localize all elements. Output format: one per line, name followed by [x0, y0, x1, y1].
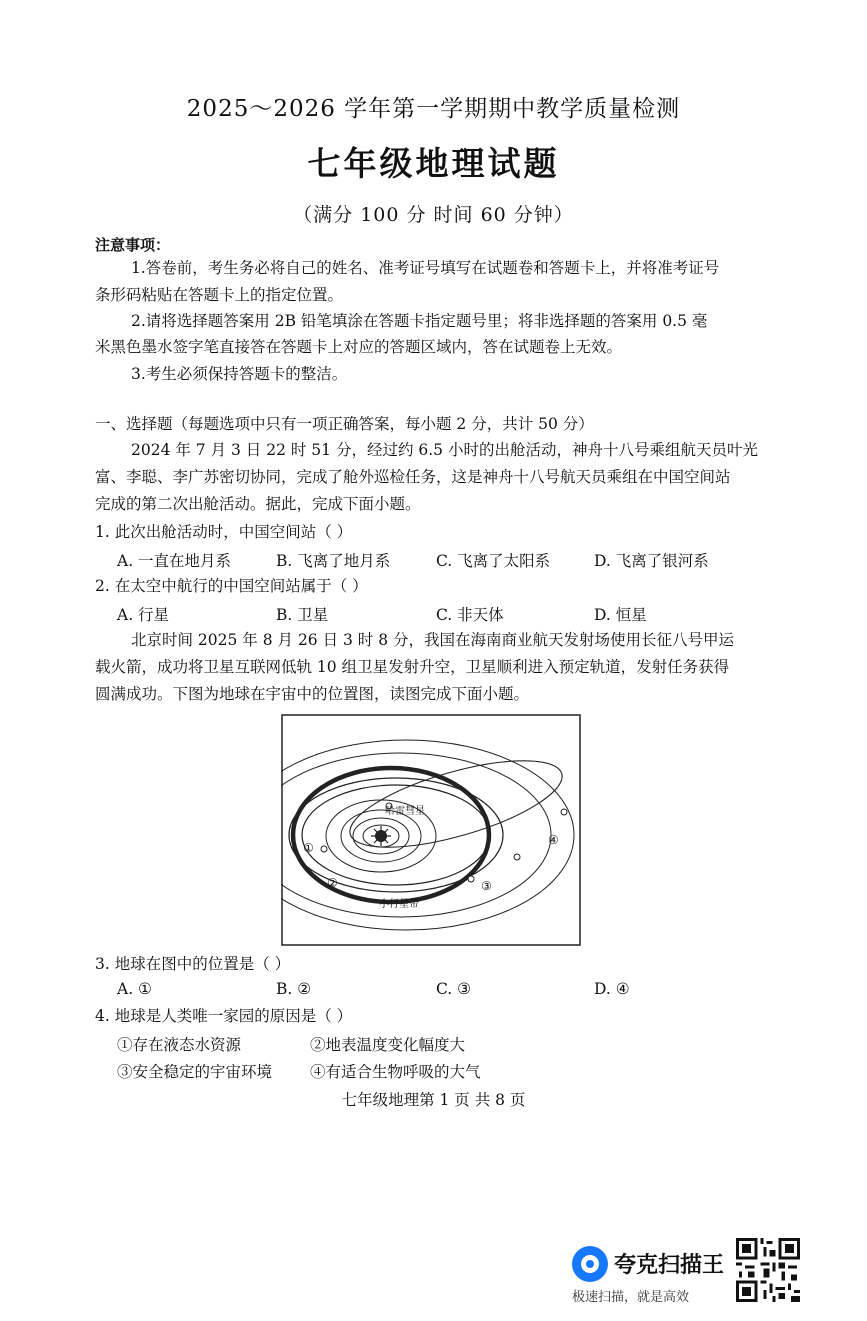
planet-marker: [514, 854, 520, 860]
question-stem: 3. 地球在图中的位置是（ ）: [95, 955, 291, 973]
planet-marker: [321, 846, 327, 852]
notice-line: 2.请将选择题答案用 2B 铅笔填涂在答题卡指定题号里；将非选择题的答案用 0.5 毫: [131, 312, 708, 330]
question-stem: 1. 此次出舱活动时，中国空间站（ ）: [95, 523, 353, 541]
statement-item: ④有适合生物呼吸的大气: [310, 1063, 481, 1081]
notice-line: 条形码粘贴在答题卡上的指定位置。: [95, 286, 344, 304]
passage-line: 载火箭，成功将卫星互联网低轨 10 组卫星发射升空，卫星顺利进入预定轨道，发射任务获得: [95, 658, 730, 676]
page-footer: 七年级地理第 1 页 共 8 页: [341, 1091, 526, 1109]
option-b: B. ②: [276, 980, 312, 998]
statement-item: ②地表温度变化幅度大: [310, 1036, 466, 1054]
option-c: C. 飞离了太阳系: [436, 552, 551, 570]
option-b: B. 卫星: [276, 606, 329, 624]
option-b: B. 飞离了地月系: [276, 552, 391, 570]
scanner-slogan: 极速扫描，就是高效: [572, 1290, 690, 1305]
marker-4-label: ④: [548, 833, 559, 847]
notice-line: 1.答卷前，考生务必将自己的姓名、准考证号填写在试题卷和答题卡上，并将准考证号: [131, 259, 720, 277]
exam-subtitle: （满分 100 分 时间 60 分钟）: [293, 204, 574, 226]
passage-line: 2024 年 7 月 3 日 22 时 51 分，经过约 6.5 小时的出舱活动，神舟十八号乘组航天员叶光: [131, 441, 758, 459]
solar-system-figure: [281, 714, 581, 946]
option-c: C. 非天体: [436, 606, 504, 624]
qr-code-icon: [736, 1238, 800, 1302]
passage-line: 富、李聪、李广苏密切协同，完成了舱外巡检任务，这是神舟十八号航天员乘组在中国空间站: [95, 468, 731, 486]
passage-line: 北京时间 2025 年 8 月 26 日 3 时 8 分，我国在海南商业航天发射场使用长征八号甲运: [131, 631, 735, 649]
exam-title: 七年级地理试题: [307, 144, 560, 183]
planet-marker: [561, 809, 567, 815]
section-heading: 一、选择题（每题选项中只有一项正确答案，每小题 2 分，共计 50 分）: [95, 415, 594, 433]
question-stem: 4. 地球是人类唯一家园的原因是（ ）: [95, 1007, 353, 1025]
scanner-logo-icon: [572, 1246, 608, 1282]
question-stem: 2. 在太空中航行的中国空间站属于（ ）: [95, 577, 368, 595]
scanner-watermark: [572, 1240, 732, 1310]
planet-marker: [468, 876, 474, 882]
asteroid-belt-label: 小行星带: [379, 899, 419, 910]
marker-2-label: ②: [327, 876, 338, 890]
option-c: C. ③: [436, 980, 472, 998]
option-a: A. 行星: [117, 606, 170, 624]
statement-item: ③安全稳定的宇宙环境: [117, 1063, 273, 1081]
notice-title: 注意事项：: [95, 236, 171, 254]
notice-line: 3.考生必须保持答题卡的整洁。: [131, 365, 348, 383]
statement-item: ①存在液态水资源: [117, 1036, 242, 1054]
comet-label: 哈雷彗星: [385, 806, 425, 817]
notice-line: 米黑色墨水签字笔直接答在答题卡上对应的答题区域内，答在试题卷上无效。: [95, 338, 623, 356]
option-a: A. ①: [117, 980, 152, 998]
marker-3-label: ③: [481, 879, 492, 893]
option-d: D. 恒星: [594, 606, 647, 624]
option-a: A. 一直在地月系: [117, 552, 232, 570]
exam-header-line: 2025～2026 学年第一学期期中教学质量检测: [186, 96, 681, 122]
passage-line: 完成的第二次出舱活动。据此，完成下面小题。: [95, 495, 421, 513]
scanner-brand: 夸克扫描王: [614, 1253, 725, 1278]
option-d: D. 飞离了银河系: [594, 552, 709, 570]
option-d: D. ④: [594, 980, 630, 998]
passage-line: 圆满成功。下图为地球在宇宙中的位置图，读图完成下面小题。: [95, 685, 530, 703]
marker-1-label: ①: [303, 841, 314, 855]
